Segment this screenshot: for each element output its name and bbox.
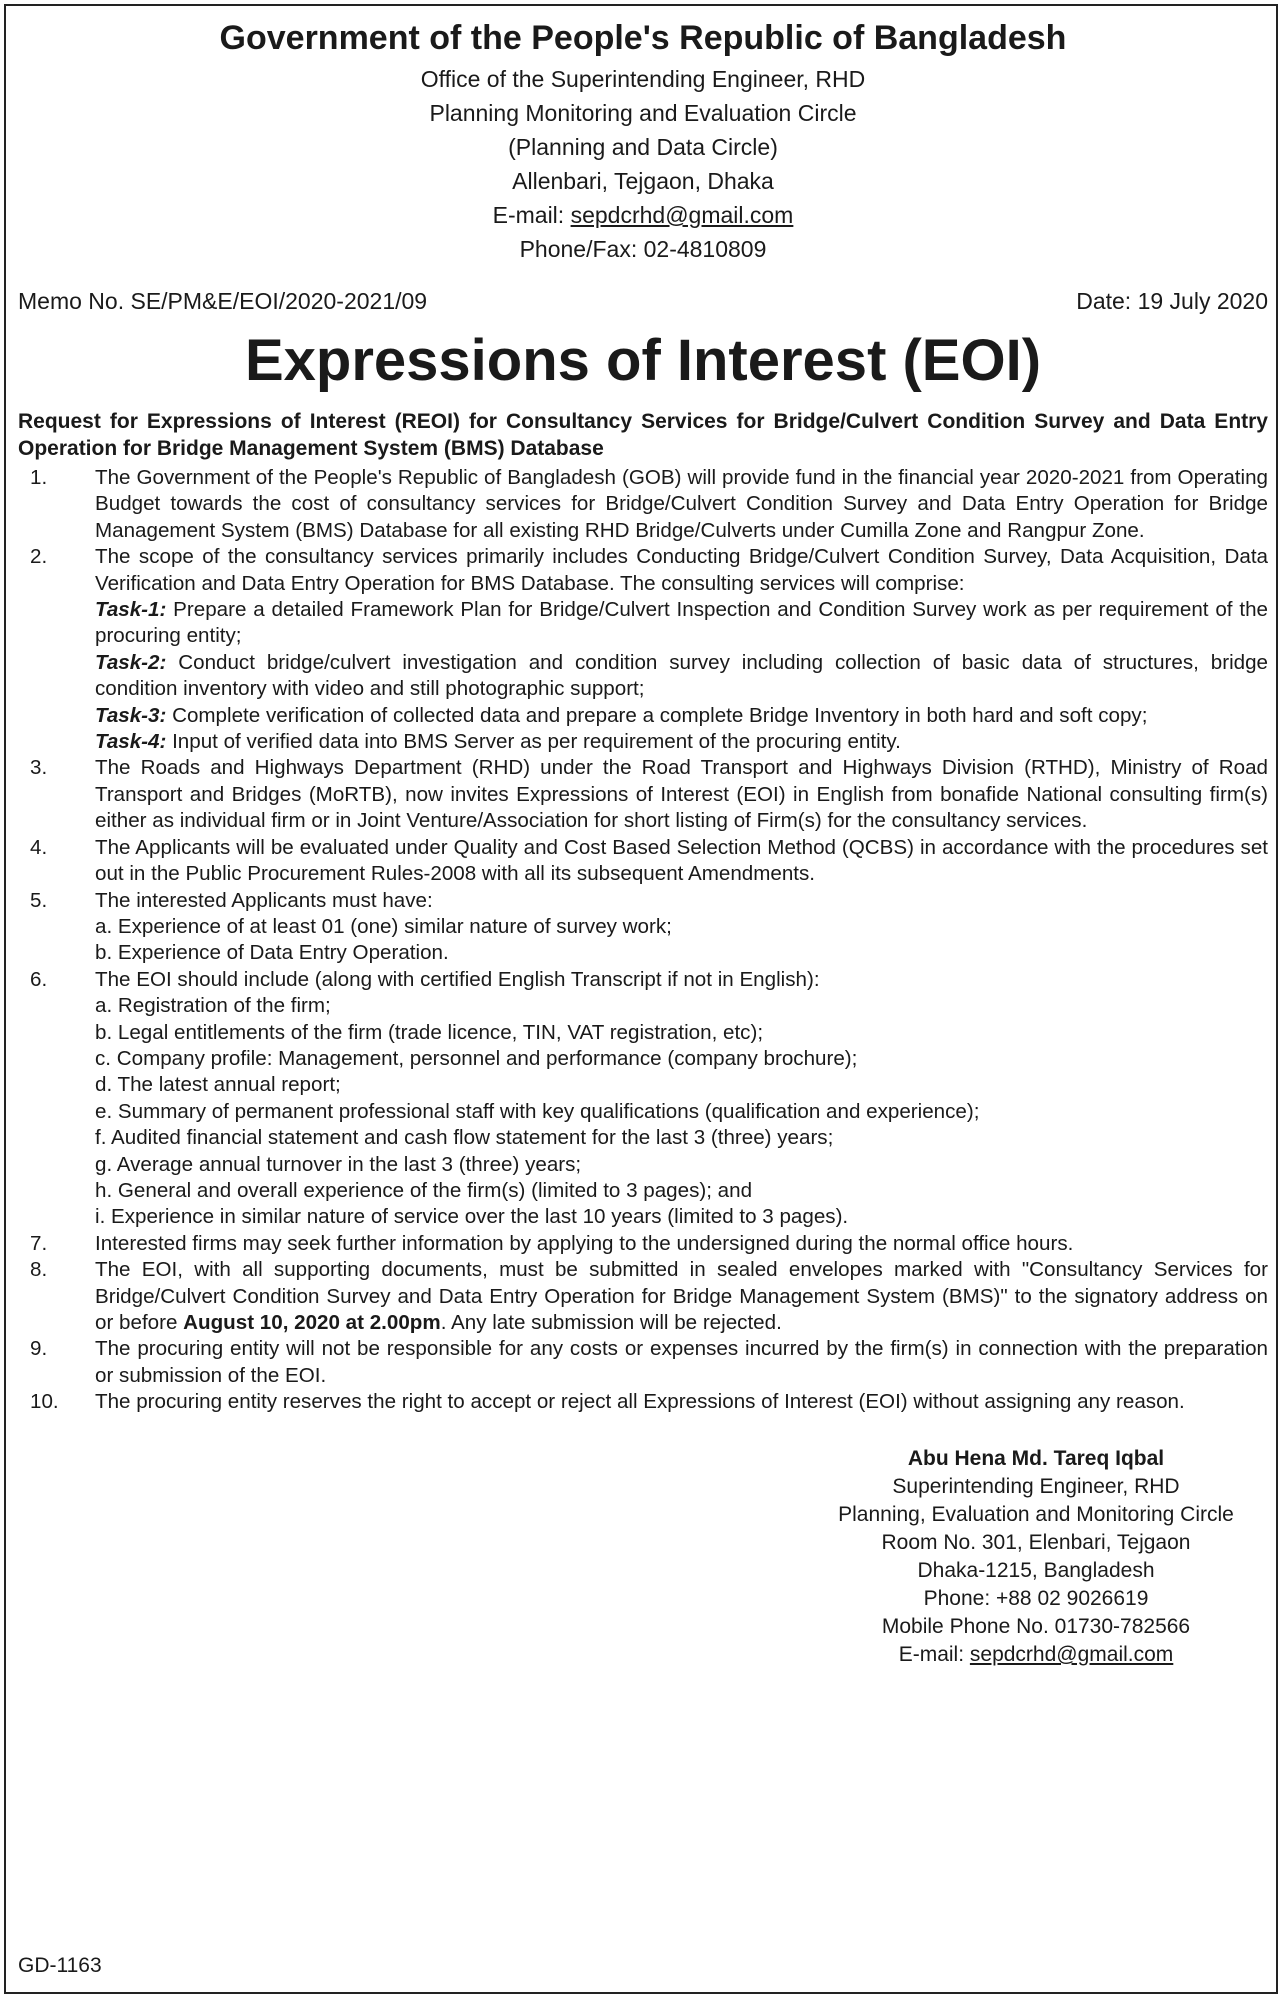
item-number: 10.: [30, 1390, 59, 1414]
signature-block: [786, 1445, 1286, 1669]
signatory-email-link[interactable]: sepdcrhd@gmail.com: [969, 1643, 1174, 1666]
signatory-phone: Phone: +88 02 9026619: [923, 1587, 1149, 1610]
memo-row: [18, 284, 1268, 318]
list-item: [18, 465, 1268, 544]
subject-line: Request for Expressions of Interest (REOI) for Consultancy Services for Bridge/Culvert Condition Survey and Data Entry Operation for Bridge Management System (BMS) Database: [18, 410, 1268, 460]
task-item: [95, 703, 1268, 729]
email-label: E-mail:: [898, 1643, 970, 1666]
page-title: Expressions of Interest (EOI): [244, 328, 1042, 393]
item-text: The interested Applicants must have:: [95, 888, 433, 912]
signatory-city: Dhaka-1215, Bangladesh: [917, 1559, 1155, 1582]
memo-number: Memo No. SE/PM&E/EOI/2020-2021/09: [18, 288, 428, 314]
list-item: [18, 1257, 1268, 1336]
task-label: Task-1:: [95, 598, 167, 622]
signatory-email-line: [786, 1641, 1286, 1669]
office-phone: Phone/Fax: 02-4810809: [519, 236, 767, 262]
task-text: Complete verification of collected data and prepare a complete Bridge Inventory in both hard and soft copy;: [166, 703, 1148, 727]
item-number: 1.: [30, 466, 48, 489]
item-number: 9.: [30, 1337, 48, 1361]
sub-item: a. Registration of the firm;: [95, 994, 331, 1018]
circle-name: Planning Monitoring and Evaluation Circle: [429, 100, 857, 126]
item-text: The procuring entity reserves the right to accept or reject all Expressions of Interest (EOI) without assigning any reason.: [95, 1390, 1185, 1414]
letterhead: [0, 14, 1286, 266]
sub-item: d. The latest annual report;: [95, 1073, 341, 1097]
item-number: 6.: [30, 967, 48, 991]
footer-code: GD-1163: [18, 1954, 102, 1977]
task-item: [95, 650, 1268, 703]
signatory-mobile: Mobile Phone No. 01730-782566: [881, 1615, 1191, 1638]
item-text: The procuring entity will not be responsible for any costs or expenses incurred by the firm(s) in connection with the preparation or submission of the EOI.: [95, 1337, 1268, 1387]
item-text: The EOI should include (along with certified English Transcript if not in English):: [95, 967, 820, 991]
office-email-line: [0, 198, 1286, 232]
numbered-list: [18, 465, 1268, 1416]
task-item: [95, 597, 1268, 650]
item-text: [95, 1257, 1268, 1336]
memo-date: Date: 19 July 2020: [1076, 288, 1268, 314]
sub-item: g. Average annual turnover in the last 3 (three) years;: [95, 1152, 582, 1176]
item-text-before: The EOI, with all supporting documents, must be submitted in sealed envelopes marked with "Consultancy Services for Bridge/Culvert Condition Survey and Data Entry Operation for Bridge Management System (BMS)" to the signatory address on or before: [95, 1258, 1268, 1334]
task-label: Task-3:: [95, 703, 167, 727]
office-email-link[interactable]: sepdcrhd@gmail.com: [570, 202, 794, 228]
sub-item: h. General and overall experience of the firm(s) (limited to 3 pages); and: [95, 1178, 753, 1202]
government-title: Government of the People's Republic of Bangladesh: [219, 19, 1067, 57]
item-text: The Government of the People's Republic of Bangladesh (GOB) will provide fund in the financial year 2020-2021 from Operating Budget towards the cost of consultancy services for Bridge/Culvert Condition Survey and Data Entry Operation for Bridge Management System (BMS) Database for all existing RHD Bridge/Culverts under Cumilla Zone and Rangpur Zone.: [95, 466, 1268, 542]
list-item: [18, 1336, 1268, 1389]
list-item: [18, 967, 1268, 1231]
item-text: The scope of the consultancy services primarily includes Conducting Bridge/Culvert Condition Survey, Data Acquisition, Data Verification and Data Entry Operation for BMS Database. The consulting services will comprise:: [95, 545, 1268, 595]
item-number: 3.: [30, 756, 48, 780]
sub-item: b. Experience of Data Entry Operation.: [95, 941, 449, 965]
list-item: [18, 888, 1268, 967]
item-number: 2.: [30, 545, 48, 569]
task-text: Conduct bridge/culvert investigation and condition survey including collection of basic data of structures, bridge condition inventory with video and still photographic support;: [95, 650, 1268, 701]
sub-item: c. Company profile: Management, personnel and performance (company brochure);: [95, 1046, 858, 1070]
item-number: 4.: [30, 835, 48, 859]
sub-item: b. Legal entitlements of the firm (trade licence, TIN, VAT registration, etc);: [95, 1020, 764, 1044]
item-text-after: . Any late submission will be rejected.: [440, 1311, 782, 1334]
item-number: 5.: [30, 888, 48, 912]
task-item: [95, 729, 1268, 755]
office-address: Allenbari, Tejgaon, Dhaka: [512, 168, 774, 194]
office-name: Office of the Superintending Engineer, RHD: [420, 66, 866, 92]
list-item: [18, 1389, 1268, 1415]
sub-item: f. Audited financial statement and cash flow statement for the last 3 (three) years;: [95, 1126, 834, 1150]
list-item: [18, 835, 1268, 888]
signatory-circle: Planning, Evaluation and Monitoring Circle: [838, 1503, 1234, 1526]
task-text: Prepare a detailed Framework Plan for Bridge/Culvert Inspection and Condition Survey work as per requirement of the procuring entity;: [95, 598, 1268, 648]
submission-deadline: August 10, 2020 at 2.00pm: [183, 1311, 441, 1334]
list-item: [18, 1231, 1268, 1257]
item-text: The Roads and Highways Department (RHD) under the Road Transport and Highways Division (RTHD), Ministry of Road Transport and Bridges (MoRTB), now invites Expressions of Interest (EOI) in English from bonafide National consulting firm(s) either as individual firm or in Joint Venture/Association for short listing of Firm(s) for the consultancy services.: [95, 756, 1268, 833]
sub-item: a. Experience of at least 01 (one) similar nature of survey work;: [95, 914, 672, 938]
task-label: Task-2:: [95, 650, 167, 674]
email-label: E-mail:: [492, 202, 571, 228]
item-number: 8.: [30, 1258, 48, 1282]
task-text: Input of verified data into BMS Server as per requirement of the procuring entity.: [166, 730, 901, 754]
sub-item: i. Experience in similar nature of service over the last 10 years (limited to 3 pages).: [95, 1205, 849, 1229]
circle-subname: (Planning and Data Circle): [508, 134, 778, 160]
item-text: Interested firms may seek further information by applying to the undersigned during the normal office hours.: [95, 1231, 1074, 1255]
signatory-designation: Superintending Engineer, RHD: [892, 1475, 1180, 1498]
sub-item: e. Summary of permanent professional staff with key qualifications (qualification and experience);: [95, 1099, 980, 1123]
list-item: [18, 755, 1268, 834]
task-label: Task-4:: [95, 730, 167, 754]
signatory-room: Room No. 301, Elenbari, Tejgaon: [881, 1531, 1191, 1554]
item-text: The Applicants will be evaluated under Quality and Cost Based Selection Method (QCBS) in accordance with the procedures set out in the Public Procurement Rules-2008 with all its subsequent Amendments.: [95, 835, 1268, 886]
signatory-name: Abu Hena Md. Tareq Iqbal: [907, 1447, 1165, 1470]
item-number: 7.: [30, 1231, 48, 1255]
list-item: [18, 544, 1268, 755]
